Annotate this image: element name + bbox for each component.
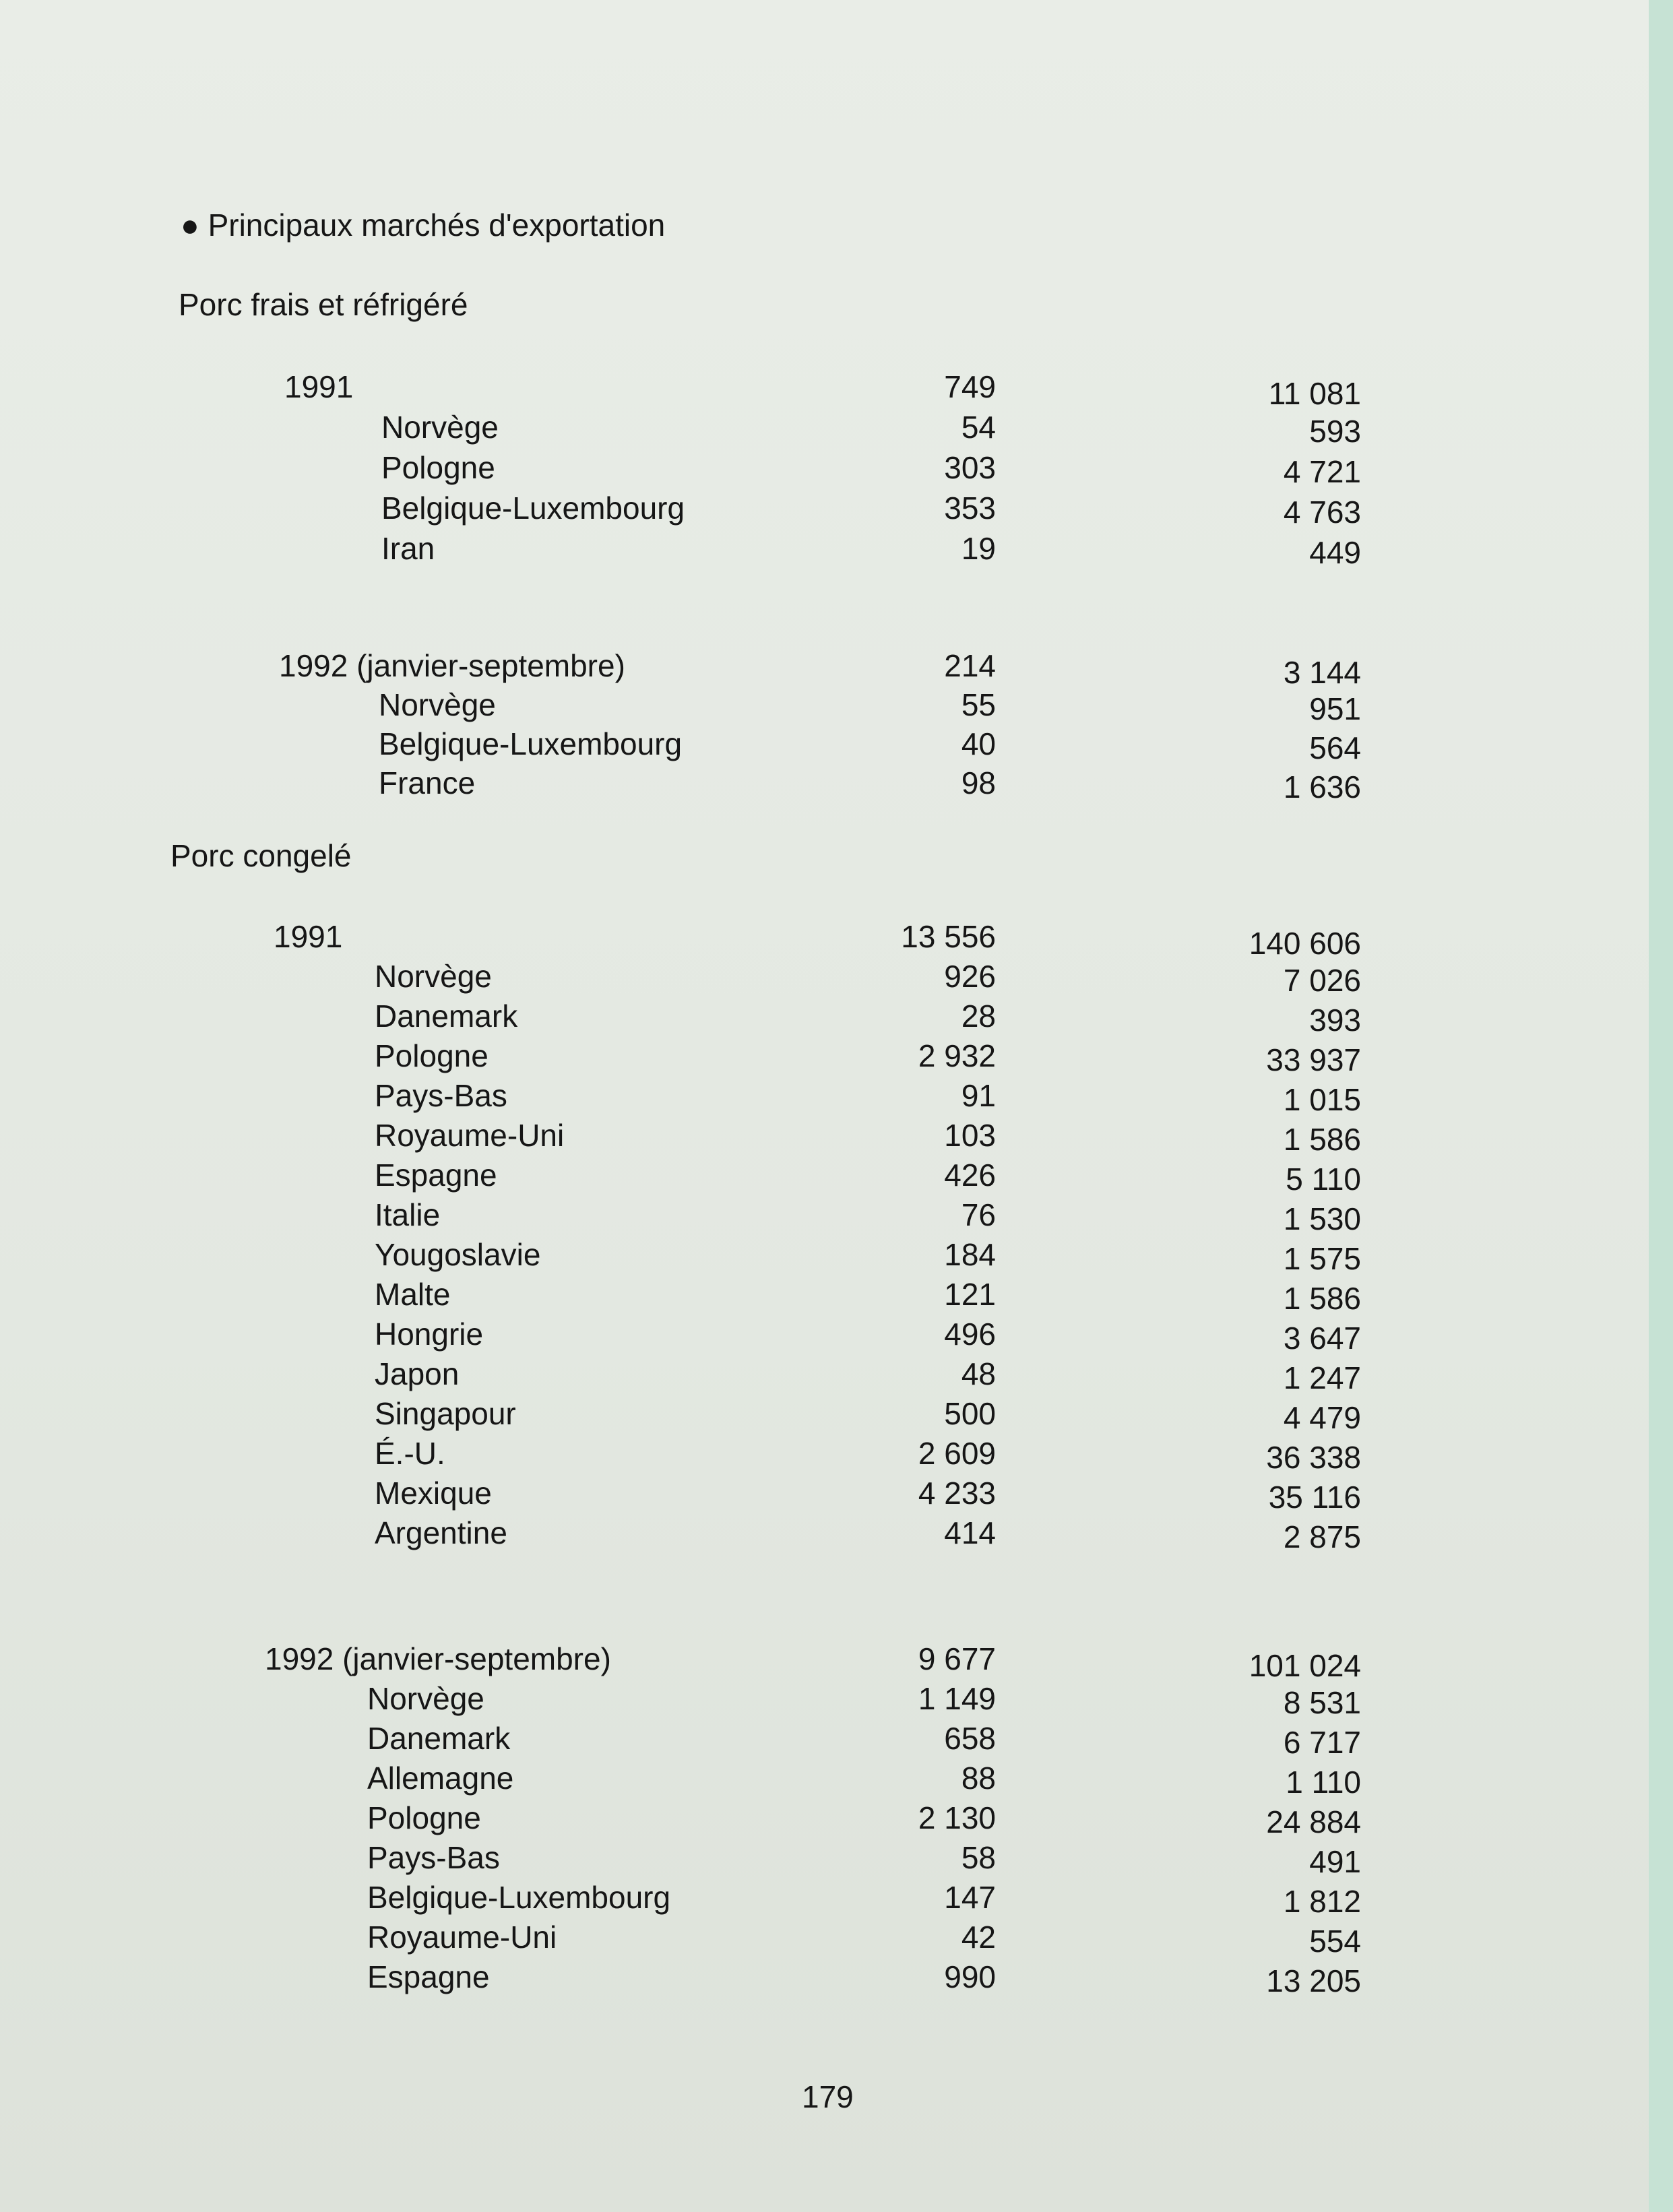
country-value-col2: 951 (1309, 691, 1361, 726)
country-value-col2: 8 531 (1283, 1685, 1361, 1720)
section-heading-text: Principaux marchés d'exportation (208, 208, 666, 243)
country-name: Argentine (375, 1515, 507, 1550)
country-name: Royaume-Uni (375, 1118, 565, 1153)
country-name: Pologne (367, 1800, 481, 1835)
country-value-col2: 3 647 (1283, 1321, 1361, 1356)
product-title: Porc frais et réfrigéré (179, 287, 468, 322)
country-name: Belgique-Luxembourg (379, 726, 683, 761)
country-name: France (379, 765, 476, 800)
country-name: Pays-Bas (367, 1840, 500, 1875)
country-value-col1: 42 (961, 1920, 996, 1955)
country-value-col2: 6 717 (1283, 1725, 1361, 1760)
product-title: Porc congelé (170, 838, 352, 873)
country-value-col1: 4 233 (918, 1476, 996, 1511)
country-value-col2: 13 205 (1266, 1963, 1361, 1998)
section-heading (181, 208, 665, 243)
country-value-col2: 1 636 (1283, 769, 1361, 804)
country-value-col1: 990 (944, 1959, 996, 1994)
country-name: Yougoslavie (375, 1237, 541, 1272)
country-value-col1: 2 609 (918, 1436, 996, 1471)
bullet-icon: ● (181, 208, 199, 243)
country-value-col1: 2 932 (918, 1038, 996, 1073)
country-value-col1: 426 (944, 1158, 996, 1193)
country-name: Belgique-Luxembourg (367, 1880, 671, 1915)
country-name: Danemark (367, 1721, 511, 1756)
country-value-col1: 500 (944, 1396, 996, 1431)
country-value-col1: 184 (944, 1237, 996, 1272)
country-value-col2: 4 763 (1283, 495, 1361, 530)
period-total-col1: 9 677 (918, 1641, 996, 1676)
country-name: Norvège (367, 1681, 484, 1716)
country-value-col2: 24 884 (1266, 1804, 1361, 1839)
country-name: Italie (375, 1197, 441, 1232)
period-label: 1992 (janvier-septembre) (265, 1641, 611, 1676)
country-value-col1: 121 (944, 1277, 996, 1312)
page-edge (1649, 0, 1673, 2212)
country-value-col2: 554 (1309, 1924, 1361, 1959)
country-name: Belgique-Luxembourg (381, 491, 685, 526)
country-value-col2: 593 (1309, 414, 1361, 449)
country-name: Norvège (375, 959, 492, 994)
country-value-col1: 40 (961, 726, 996, 761)
period-total-col1: 13 556 (901, 919, 996, 954)
country-name: Pays-Bas (375, 1078, 507, 1113)
page-number: 179 (802, 2079, 854, 2114)
country-value-col1: 19 (961, 531, 996, 566)
period-label: 1991 (274, 919, 343, 954)
country-value-col2: 1 586 (1283, 1281, 1361, 1316)
period-total-col2: 101 024 (1249, 1648, 1361, 1683)
country-value-col1: 28 (961, 999, 996, 1034)
country-value-col1: 55 (961, 687, 996, 722)
period-total-col2: 140 606 (1249, 926, 1361, 961)
period-total-col2: 11 081 (1268, 376, 1361, 411)
country-value-col1: 48 (961, 1356, 996, 1391)
period-total-col2: 3 144 (1283, 655, 1361, 690)
country-name: É.-U. (375, 1436, 445, 1471)
country-value-col2: 33 937 (1266, 1042, 1361, 1077)
country-name: Malte (375, 1277, 451, 1312)
country-name: Hongrie (375, 1317, 484, 1352)
period-total-col1: 214 (944, 648, 996, 683)
country-value-col2: 1 247 (1283, 1360, 1361, 1395)
country-value-col2: 1 110 (1286, 1765, 1361, 1800)
country-name: Pologne (375, 1038, 488, 1073)
country-value-col1: 1 149 (918, 1681, 996, 1716)
country-value-col2: 449 (1309, 535, 1361, 570)
country-name: Espagne (367, 1959, 490, 1994)
country-value-col1: 98 (961, 765, 996, 800)
country-value-col1: 147 (944, 1880, 996, 1915)
country-name: Pologne (381, 450, 495, 485)
country-name: Mexique (375, 1476, 492, 1511)
period-label: 1992 (janvier-septembre) (279, 648, 625, 683)
country-value-col2: 491 (1309, 1844, 1361, 1879)
country-value-col2: 393 (1309, 1003, 1361, 1038)
country-value-col1: 103 (944, 1118, 996, 1153)
country-name: Allemagne (367, 1761, 514, 1796)
country-name: Norvège (381, 410, 499, 445)
country-name: Japon (375, 1356, 460, 1391)
country-value-col1: 303 (944, 450, 996, 485)
country-value-col2: 7 026 (1283, 963, 1361, 998)
country-value-col2: 2 875 (1283, 1519, 1361, 1554)
country-value-col1: 353 (944, 491, 996, 526)
country-value-col1: 54 (961, 410, 996, 445)
country-name: Royaume-Uni (367, 1920, 557, 1955)
period-total-col1: 749 (944, 369, 996, 404)
country-value-col1: 88 (961, 1761, 996, 1796)
country-value-col2: 1 530 (1283, 1201, 1361, 1236)
country-value-col2: 1 586 (1283, 1122, 1361, 1157)
country-value-col2: 564 (1309, 730, 1361, 765)
country-value-col1: 76 (961, 1197, 996, 1232)
country-value-col2: 1 015 (1283, 1082, 1361, 1117)
country-value-col1: 658 (944, 1721, 996, 1756)
country-value-col2: 4 479 (1283, 1400, 1361, 1435)
country-value-col1: 91 (961, 1078, 996, 1113)
country-value-col1: 2 130 (918, 1800, 996, 1835)
country-value-col2: 4 721 (1283, 454, 1361, 489)
country-name: Danemark (375, 999, 518, 1034)
country-value-col2: 1 812 (1283, 1884, 1361, 1919)
country-value-col1: 926 (944, 959, 996, 994)
country-value-col2: 5 110 (1286, 1162, 1361, 1197)
country-value-col2: 35 116 (1268, 1480, 1361, 1515)
country-value-col1: 496 (944, 1317, 996, 1352)
period-label: 1991 (284, 369, 354, 404)
country-value-col1: 414 (944, 1515, 996, 1550)
country-name: Iran (381, 531, 435, 566)
country-name: Singapour (375, 1396, 516, 1431)
country-value-col1: 58 (961, 1840, 996, 1875)
country-name: Espagne (375, 1158, 497, 1193)
country-value-col2: 1 575 (1283, 1241, 1361, 1276)
country-value-col2: 36 338 (1266, 1440, 1361, 1475)
country-name: Norvège (379, 687, 496, 722)
